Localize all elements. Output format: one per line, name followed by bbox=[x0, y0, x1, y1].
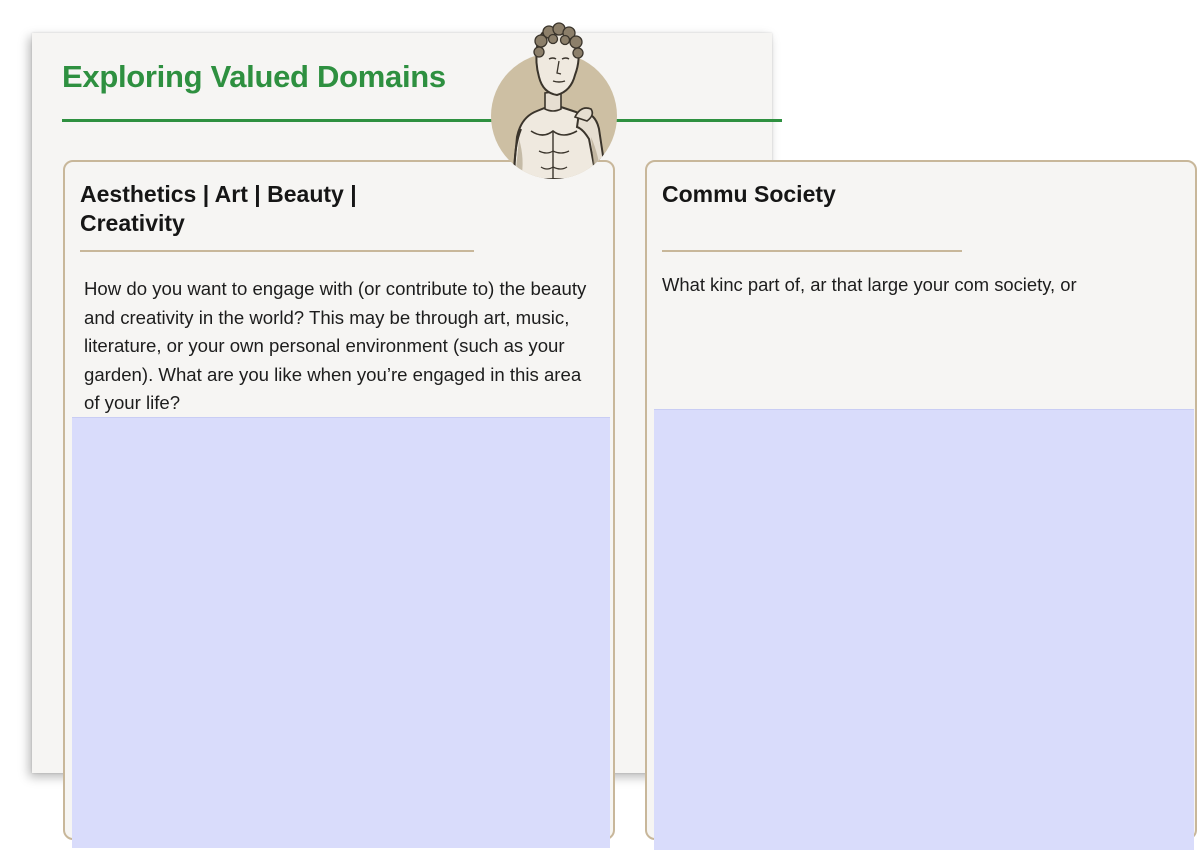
worksheet-page bbox=[32, 33, 1077, 773]
card-heading: Aesthetics | Art | Beauty | Creativity bbox=[80, 181, 357, 236]
statue-of-david-icon bbox=[491, 19, 617, 179]
card-heading-divider bbox=[80, 250, 474, 252]
card-heading: Commu Society bbox=[662, 181, 836, 207]
domain-card-aesthetics bbox=[63, 160, 615, 840]
title-divider bbox=[62, 119, 782, 122]
domain-card-community bbox=[645, 160, 1197, 840]
page-title: Exploring Valued Domains bbox=[62, 59, 446, 94]
card-prompt: How do you want to engage with (or contribute to) the beauty and creativity in the world? This may be through art, music, literature, or your own personal environment (such as your garden). What are you like when you’re engaged in this area of your life? bbox=[84, 278, 587, 413]
card-heading-divider bbox=[662, 250, 962, 252]
card-prompt: What kinc part of, ar that large your com society, or bbox=[662, 274, 1077, 295]
answer-text-area[interactable] bbox=[654, 409, 1194, 850]
answer-text-area[interactable] bbox=[72, 417, 610, 848]
